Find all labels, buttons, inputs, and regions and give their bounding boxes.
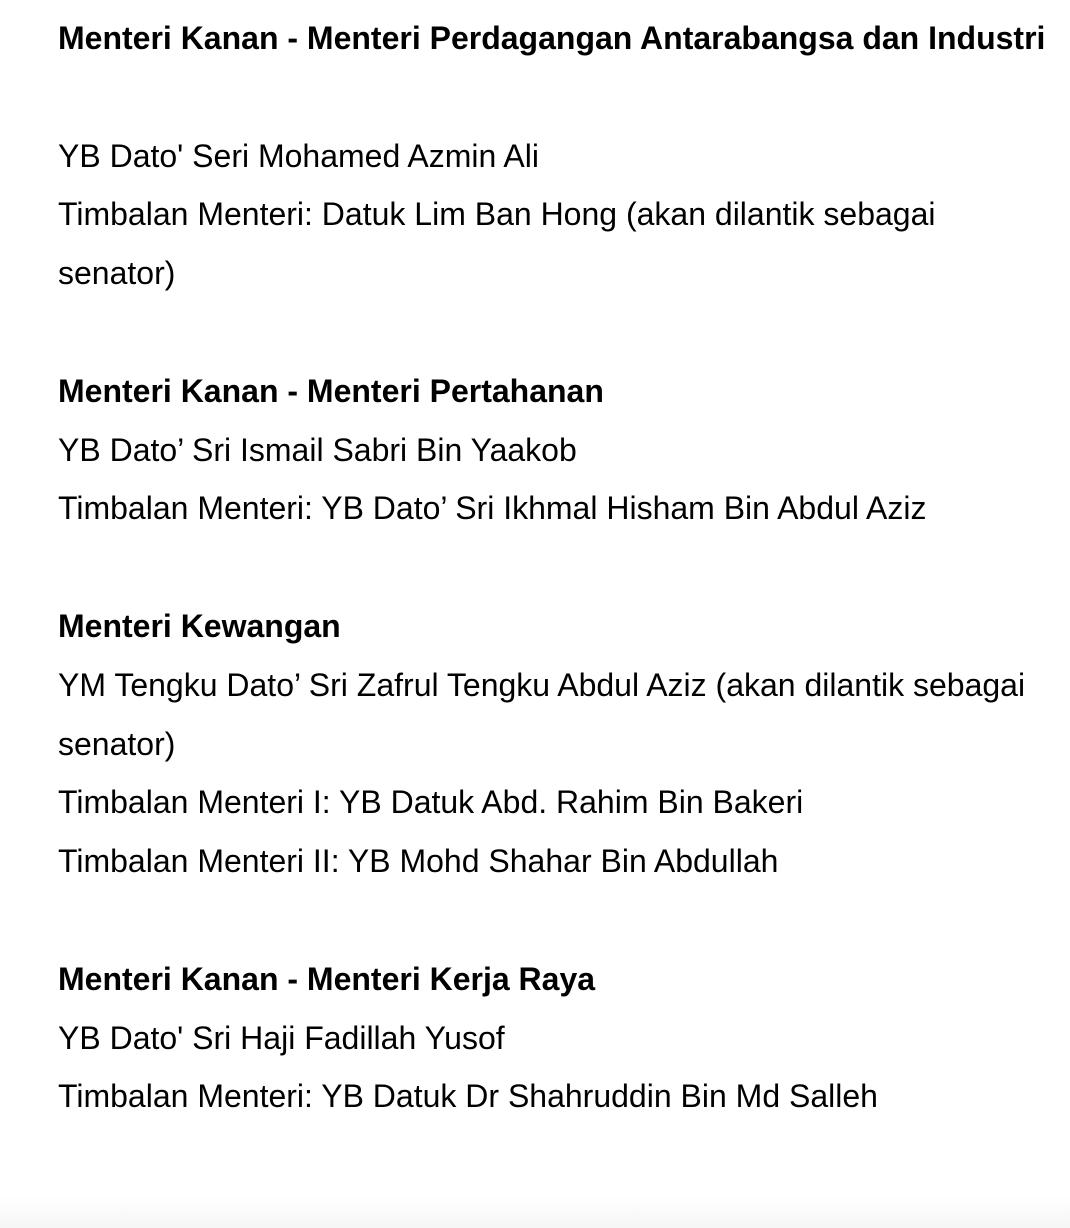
section-heading: Menteri Kanan - Menteri Perdagangan Antarabangsa dan Industri [58, 20, 1046, 56]
section-defence [58, 362, 1048, 538]
page-bottom-edge [0, 1196, 1070, 1228]
section-finance [58, 597, 1048, 891]
minister-name: YB Dato' Seri Mohamed Azmin Ali [58, 137, 539, 174]
section-heading: Menteri Kanan - Menteri Pertahanan [58, 372, 604, 409]
deputy-minister: Timbalan Menteri: YB Dato’ Sri Ikhmal Hisham Bin Abdul Aziz [58, 490, 927, 527]
section-works [58, 950, 1048, 1126]
section-heading: Menteri Kewangan [58, 607, 341, 644]
minister-name: YB Dato' Sri Haji Fadillah Yusof [58, 1019, 505, 1056]
deputy-minister: Timbalan Menteri: YB Datuk Dr Shahruddin Bin Md Salleh [58, 1078, 878, 1115]
deputy-minister-1: Timbalan Menteri I: YB Datuk Abd. Rahim Bin Bakeri [58, 784, 804, 821]
deputy-minister: Timbalan Menteri: Datuk Lim Ban Hong (akan dilantik sebagai senator) [58, 196, 936, 292]
blank-line [58, 68, 1048, 127]
minister-name: YB Dato’ Sri Ismail Sabri Bin Yaakob [58, 431, 577, 468]
section-trade-industry [58, 9, 1048, 303]
section-heading: Menteri Kanan - Menteri Kerja Raya [58, 960, 596, 997]
deputy-minister-2: Timbalan Menteri II: YB Mohd Shahar Bin Abdullah [58, 843, 779, 880]
document-body [58, 9, 1048, 1185]
minister-name: YM Tengku Dato’ Sri Zafrul Tengku Abdul Aziz (akan dilantik sebagai senator) [58, 666, 1026, 762]
